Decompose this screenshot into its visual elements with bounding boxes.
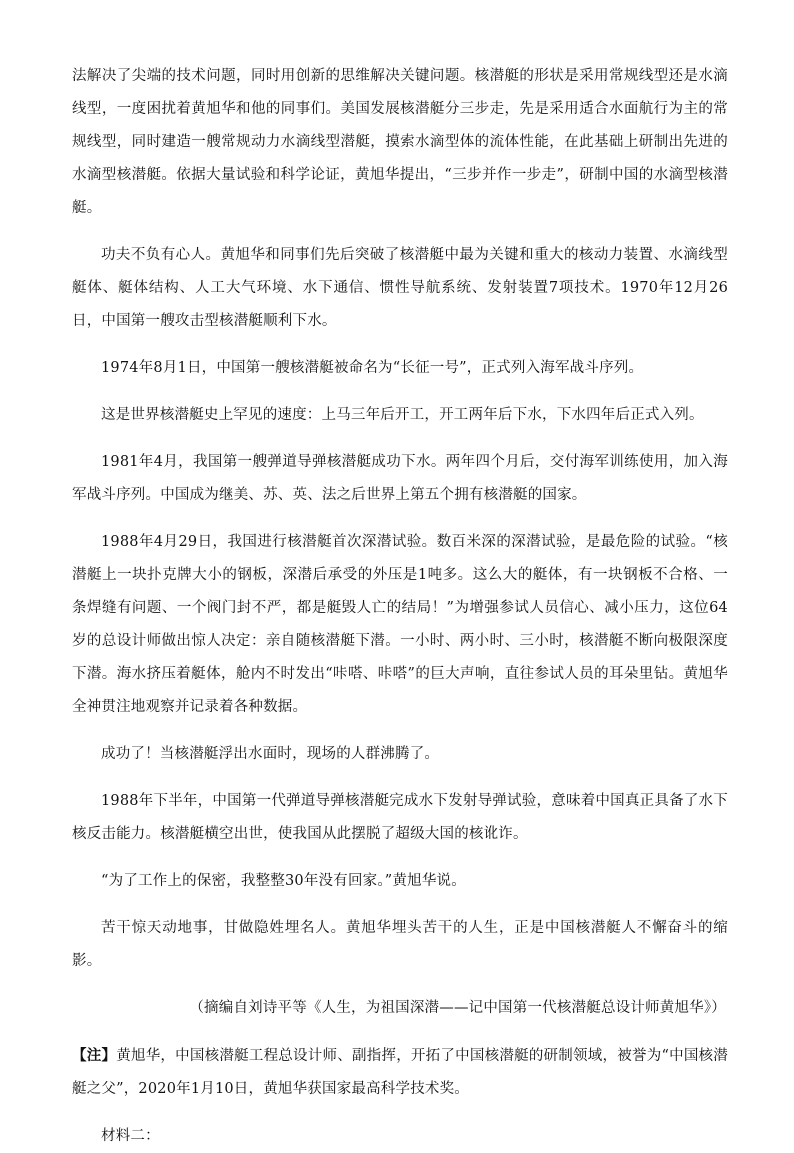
- paragraph-speed: 这是世界核潜艇史上罕见的速度：上马三年后开工，开工两年后下水，下水四年后正式入列。: [101, 407, 704, 423]
- note-label: 【注】: [72, 1047, 117, 1064]
- document-page: [72, 60, 728, 1153]
- paragraph-1981: 1981年4月，我国第一艘弹道导弹核潜艇成功下水。两年四个月后，交付海军训练使用，加入海军战斗序列。中国成为继美、苏、英、法之后世界上第五个拥有核潜艇的国家。: [72, 454, 728, 503]
- paragraph-1988-dive: 1988年4月29日，我国进行核潜艇首次深潜试验。数百米深的深潜试验，是最危险的试验。“核潜艇上一块扑克牌大小的钢板，深潜后承受的外压是1吨多。这么大的艇体，有一块钢板不合格、一条焊缝有问题、一个阀门封不严，都是艇毁人亡的结局！”为增强参试人员信心、减小压力，这位64岁的总设计师做出惊人决定：亲自随核潜艇下潜。一小时、两小时、三小时，核潜艇不断向极限深度下潜。海水挤压着艇体，舱内不时发出“咔嗒、咔嗒”的巨大声响，直往参试人员的耳朵里钻。黄旭华全神贯注地观察并记录着各种数据。: [72, 534, 728, 715]
- paragraph-success: 成功了！当核潜艇浮出水面时，现场的人群沸腾了。: [101, 746, 440, 762]
- note-text: 黄旭华，中国核潜艇工程总设计师、副指挥，开拓了中国核潜艇的研制领域，被誉为“中国核潜艇之父”，2020年1月10日，黄旭华获国家最高科学技术奖。: [72, 1048, 728, 1097]
- annotation-note: [72, 1039, 728, 1106]
- paragraph-continuation: 法解决了尖端的技术问题，同时用创新的思维解决关键问题。核潜艇的形状是采用常规线型还是水滴线型，一度困扰着黄旭华和他的同事们。美国发展核潜艇分三步走，先是采用适合水面航行为主的常规线型，同时建造一艘常规动力水滴线型潜艇，摸索水滴型体的流体性能，在此基础上研制出先进的水滴型核潜艇。依据大量试验和科学论证，黄旭华提出，“三步并作一步走”，研制中国的水滴型核潜艇。: [72, 68, 728, 216]
- paragraph-1988-launch: 1988年下半年，中国第一代弹道导弹核潜艇完成水下发射导弹试验，意味着中国真正具备了水下核反击能力。核潜艇横空出世，使我国从此摆脱了超级大国的核讹诈。: [72, 793, 728, 842]
- source-citation: （摘编自刘诗平等《人生，为祖国深潜——记中国第一代核潜艇总设计师黄旭华》）: [189, 1000, 726, 1016]
- material-two-label: 材料二：: [101, 1128, 160, 1144]
- paragraph-1974: 1974年8月1日，中国第一艘核潜艇被命名为“长征一号”，正式列入海军战斗序列。: [101, 360, 644, 376]
- paragraph-summary: 苦干惊天动地事，甘做隐姓埋名人。黄旭华埋头苦干的人生，正是中国核潜艇人不懈奋斗的缩影。: [72, 920, 728, 969]
- paragraph-breakthrough: 功夫不负有心人。黄旭华和同事们先后突破了核潜艇中最为关键和重大的核动力装置、水滴线型艇体、艇体结构、人工大气环境、水下通信、惯性导航系统、发射装置7项技术。1970年12月26日，中国第一艘攻击型核潜艇顺利下水。: [72, 247, 728, 329]
- paragraph-quote: “为了工作上的保密，我整整30年没有回家。”黄旭华说。: [101, 873, 466, 889]
